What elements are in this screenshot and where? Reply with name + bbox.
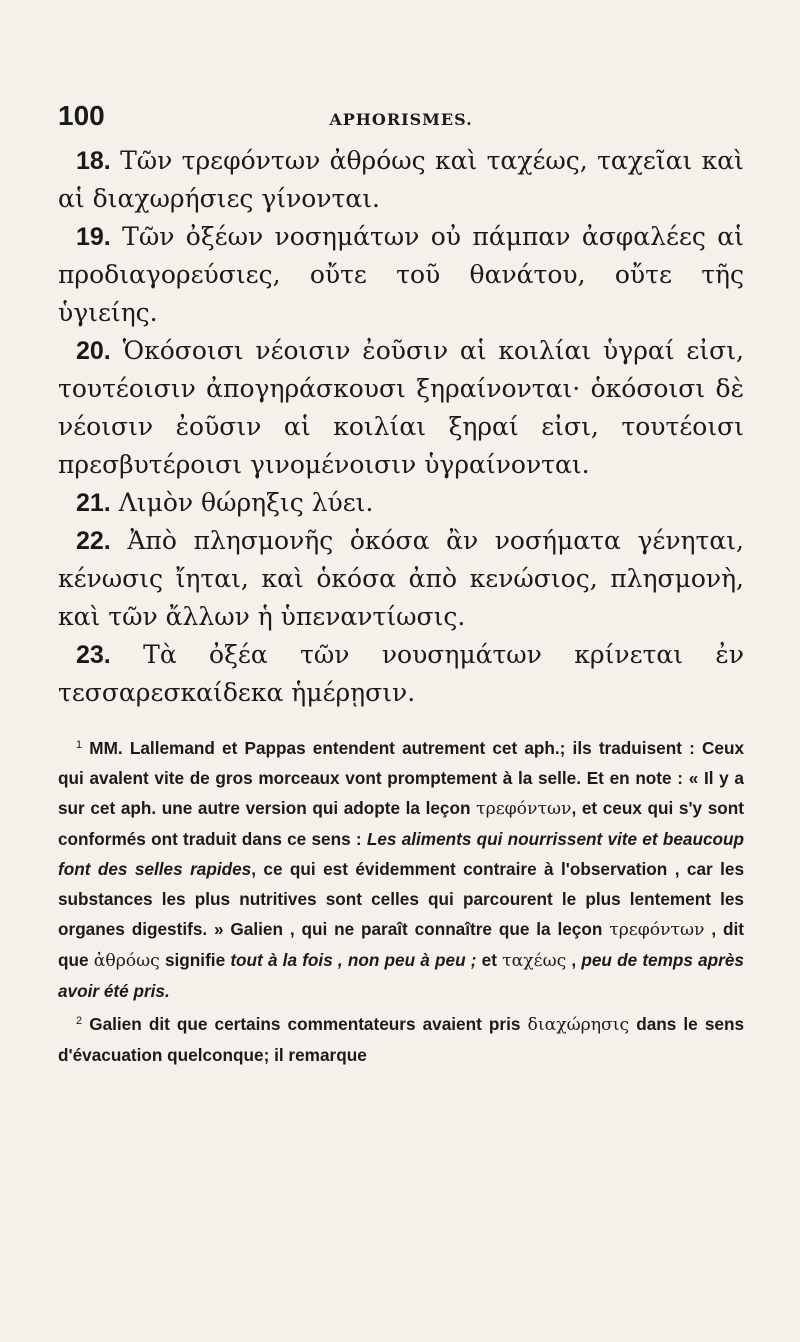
page-number: 100 xyxy=(58,100,105,131)
aphorism-text: Τὰ ὀξέα τῶν νουσημάτων κρίνεται ἐν τεσσαρεσκαίδεκα ἡμέρῃσιν. xyxy=(58,640,745,707)
footnote-2 xyxy=(58,1006,744,1070)
footnote-text: signifie xyxy=(159,950,231,970)
footnote-text: MM. Lallemand et Pappas entendent autrement cet aph.; ils traduisent : Ceux qui avalent vite de gros morceaux vont promptement à la selle. Et en note : « Il y a sur cet aph. une autre version qui adopte la leçon xyxy=(58,738,744,818)
aphorism-number: 19. xyxy=(76,223,111,251)
italic-translation: tout à la fois , non peu à peu ; xyxy=(230,950,477,970)
footnote-text: et xyxy=(476,950,503,970)
aphorism-text: Τῶν τρεφόντων ἀθρόως καὶ ταχέως, ταχεῖαι καὶ αἱ διαχωρήσιες γίνονται. xyxy=(58,146,744,213)
greek-term: τρεφόντων xyxy=(476,799,572,819)
aphorism-list xyxy=(58,142,744,712)
aphorism-number: 22. xyxy=(76,527,111,555)
aphorism-number: 21. xyxy=(76,489,111,517)
footnotes xyxy=(58,730,744,1070)
aphorism-19 xyxy=(58,218,744,332)
aphorism-number: 20. xyxy=(76,337,111,365)
footnote-text: , xyxy=(566,950,582,970)
footnote-marker: 1 xyxy=(76,739,83,751)
aphorism-22 xyxy=(58,522,744,636)
footnote-text: , dit que xyxy=(58,919,744,970)
greek-term: ἀθρόως xyxy=(93,951,160,971)
aphorism-20 xyxy=(58,332,744,484)
aphorism-18 xyxy=(58,142,744,218)
aphorism-number: 18. xyxy=(76,147,111,175)
aphorism-text: Λιμὸν θώρηξις λύει. xyxy=(118,488,374,517)
running-title: APHORISMES. xyxy=(329,110,473,129)
footnote-text: Galien dit que certains commentateurs avaient pris xyxy=(89,1014,528,1034)
footnote-text: , et ceux qui s'y sont conformés ont traduit dans ce sens : xyxy=(58,798,744,849)
aphorism-21 xyxy=(58,484,744,522)
footnote-text: dans le sens d'évacuation quelconque; il remarque xyxy=(58,1014,744,1065)
footnote-marker: 2 xyxy=(76,1015,83,1027)
aphorism-text: Τῶν ὀξέων νοσημάτων οὐ πάμπαν ἀσφαλέες αἱ προδιαγορεύσιες, οὔτε τοῦ θανάτου, οὔτε τῆς ὑγιείης. xyxy=(58,222,744,327)
aphorism-23 xyxy=(58,636,744,712)
italic-translation: peu de temps après avoir été pris. xyxy=(58,950,744,1001)
footnote-1 xyxy=(58,730,744,1006)
aphorism-number: 23. xyxy=(76,641,111,669)
italic-translation: Les aliments qui nourrissent vite et beaucoup font des selles rapides xyxy=(58,829,744,879)
greek-term: ταχέως xyxy=(502,951,567,971)
aphorism-text: Ὁκόσοισι νέοισιν ἐοῦσιν αἱ κοιλίαι ὑγραί εἰσι, τουτέοισιν ἀπογηράσκουσι ξηραίνονται· ὁκόσοισι δὲ νέοισιν ἐοῦσιν αἱ κοιλίαι ξηραί εἰσι, τουτέοισι πρεσβυτέροισι γινομένοισιν ὑγραίνονται. xyxy=(58,336,744,479)
aphorism-text: Ἀπὸ πλησμονῆς ὁκόσα ἂν νοσήματα γένηται, κένωσις ἴηται, καὶ ὁκόσα ἀπὸ κενώσιος, πλησμονὴ, καὶ τῶν ἄλλων ἡ ὑπεναντίωσις. xyxy=(58,526,744,631)
greek-term: τρεφόντων xyxy=(609,920,705,940)
greek-term: διαχώρησις xyxy=(527,1015,630,1035)
page-header xyxy=(58,100,744,140)
footnote-text: , ce qui est évidemment contraire à l'observation , car les substances les plus nutritives sont celles qui parcourent le plus lentement les organes digestifs. » Galien , qui ne paraît connaître que la leçon xyxy=(58,859,744,939)
book-page xyxy=(58,100,744,1070)
